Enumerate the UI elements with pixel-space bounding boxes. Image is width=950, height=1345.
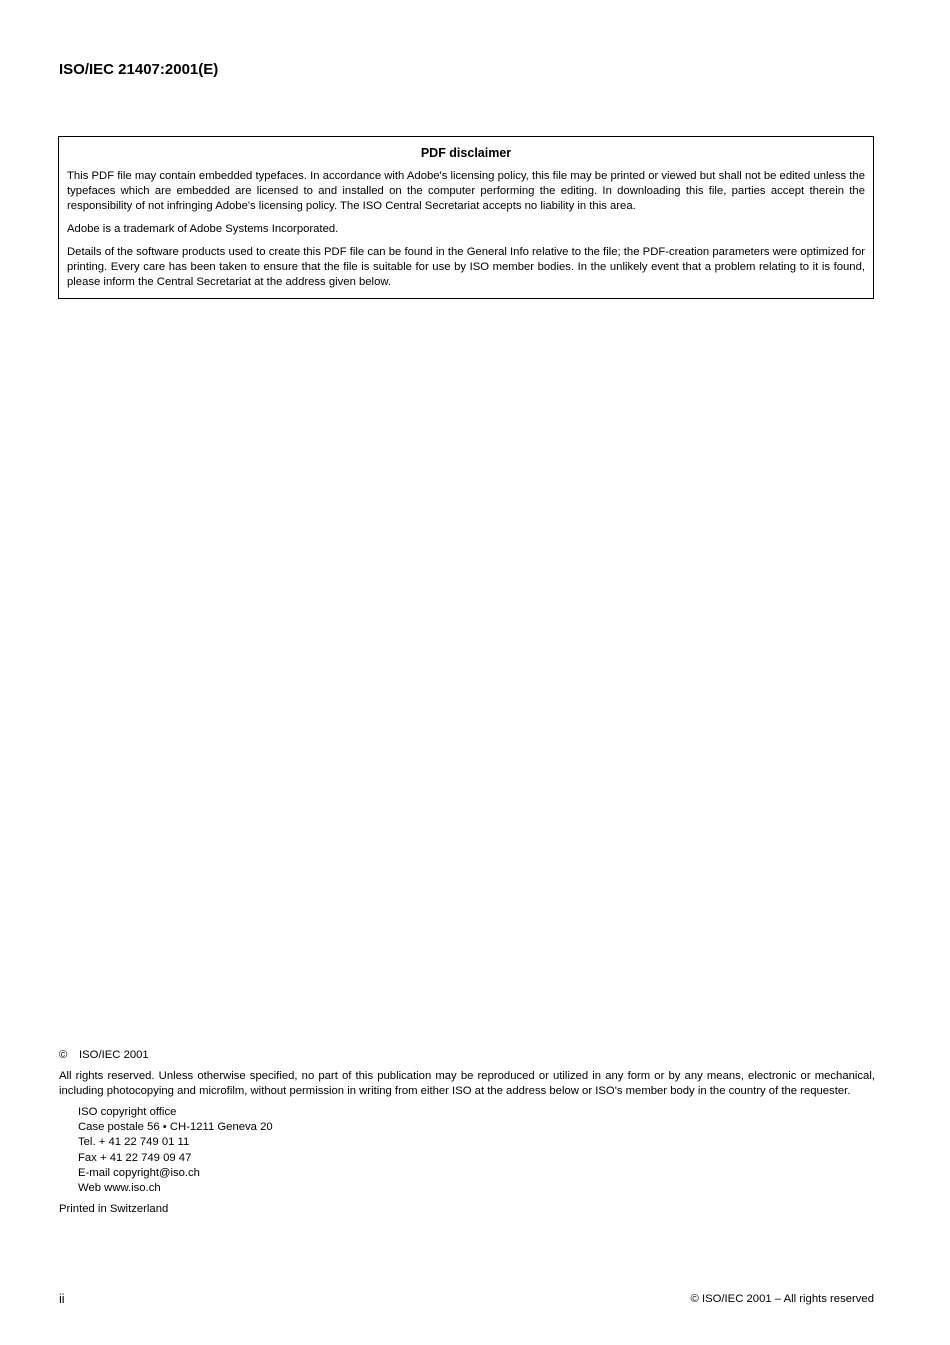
- document-header: ISO/IEC 21407:2001(E): [59, 61, 219, 78]
- copyright-holder: ISO/IEC 2001: [79, 1049, 149, 1061]
- disclaimer-title: PDF disclaimer: [420, 146, 512, 160]
- rights-statement: All rights reserved. Unless otherwise specified, no part of this publication may be reproduced or utilized in any form or by any means, electronic or mechanical, including photocopying and microfilm, without permission in writing from either ISO at the address below or ISO's member body in the country of the requester.: [59, 1070, 875, 1097]
- copyright-block: [59, 1048, 875, 1217]
- copyright-office-address: [78, 1105, 875, 1196]
- address-line-email: E-mail copyright@iso.ch: [78, 1166, 200, 1179]
- disclaimer-paragraph-typefaces: This PDF file may contain embedded typefaces. In accordance with Adobe's licensing policy, this file may be printed or viewed but shall not be edited unless the typefaces which are embedded are licensed to and installed on the computer performing the editing. In downloading this file, parties accept therein the responsibility of not infringing Adobe's licensing policy. The ISO Central Secretariat accepts no liability in this area.: [67, 170, 865, 212]
- copyright-line: [59, 1048, 875, 1063]
- page-number: ii: [59, 1292, 65, 1306]
- printed-location: Printed in Switzerland: [59, 1203, 169, 1216]
- copyright-symbol: ©: [59, 1049, 68, 1061]
- address-line-office: ISO copyright office: [78, 1106, 177, 1118]
- address-line-fax: Fax + 41 22 749 09 47: [78, 1151, 192, 1164]
- address-line-postal: Case postale 56 • CH-1211 Geneva 20: [78, 1121, 273, 1134]
- disclaimer-paragraph-details: Details of the software products used to create this PDF file can be found in the General Info relative to the file; the PDF-creation parameters were optimized for printing. Every care has been taken to ensure that the file is suitable for use by ISO member bodies. In the unlikely event that a problem relating to it is found, please inform the Central Secretariat at the address given below.: [67, 246, 865, 288]
- disclaimer-paragraph-trademark: Adobe is a trademark of Adobe Systems Incorporated.: [67, 223, 339, 235]
- pdf-disclaimer-box: [58, 136, 874, 299]
- address-line-tel: Tel. + 41 22 749 01 11: [78, 1136, 190, 1149]
- address-line-web: Web www.iso.ch: [78, 1182, 161, 1195]
- footer-copyright-notice: © ISO/IEC 2001 – All rights reserved: [690, 1293, 874, 1305]
